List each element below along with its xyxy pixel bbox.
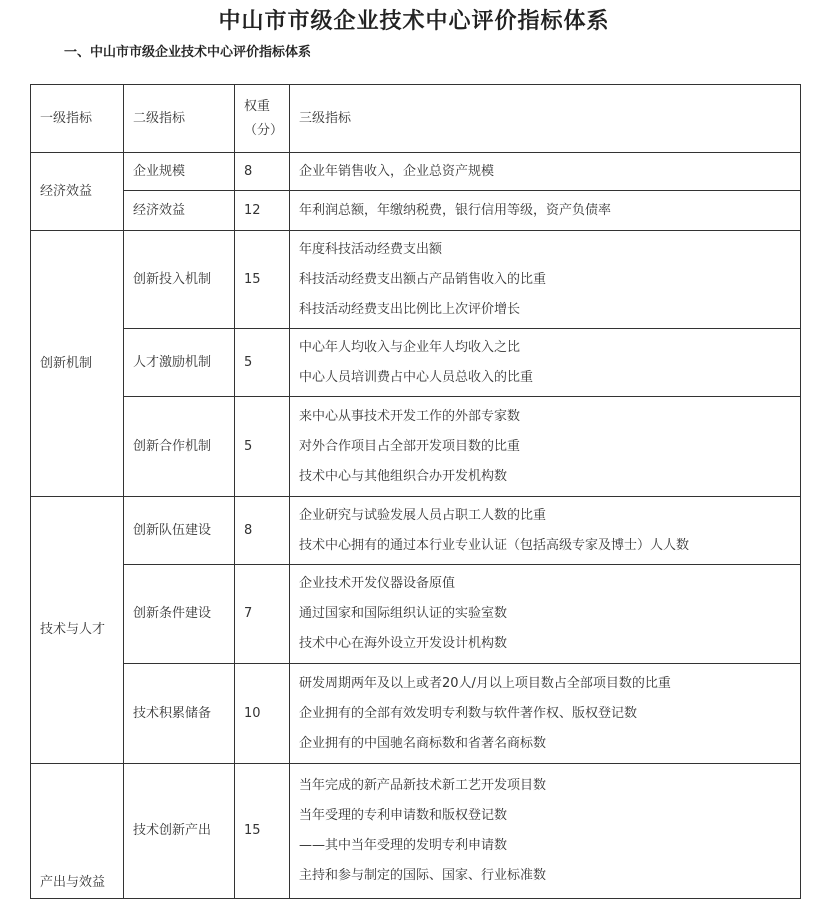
table-row [31,664,801,764]
table-row [31,764,801,899]
weight-cell: 5 [235,397,290,497]
level3-cell [290,231,801,329]
level3-item: 中心人员培训费占中心人员总收入的比重 [299,369,534,385]
level3-cell [290,397,801,497]
table-row [31,565,801,664]
level3-item: ——其中当年受理的发明专利申请数 [299,838,508,853]
level3-item: 对外合作项目占全部开发项目数的比重 [299,438,521,454]
level3-item: 企业研究与试验发展人员占职工人数的比重 [299,507,547,523]
weight-cell: 15 [235,764,290,899]
level1-label: 产出与效益 [40,875,106,890]
level1-cell: 技术与人才 [31,497,124,764]
level3-cell [290,664,801,764]
section-heading: 一、中山市市级企业技术中心评价指标体系 [64,45,312,60]
level3-cell [290,497,801,565]
level2-cell: 企业规模 [124,153,235,191]
header-weight-line2: （分） [244,122,284,138]
table-row [31,397,801,497]
table-row [31,497,801,565]
level3-item: 年利润总额，年缴纳税费，银行信用等级，资产负债率 [299,202,612,218]
level3-item: 年度科技活动经费支出额 [299,241,443,257]
level1-cell [31,764,124,899]
evaluation-index-table [30,84,801,899]
level3-item: 科技活动经费支出额占产品销售收入的比重 [299,271,547,287]
table-row [31,191,801,231]
level1-cell: 创新机制 [31,231,124,497]
level2-cell: 创新条件建设 [124,565,235,664]
table-row [31,153,801,191]
level2-cell: 技术创新产出 [124,764,235,899]
level3-item: 企业年销售收入，企业总资产规模 [299,163,495,179]
document-title: 中山市市级企业技术中心评价指标体系 [218,9,610,34]
level3-item: 来中心从事技术开发工作的外部专家数 [299,408,521,424]
level3-item: 中心年人均收入与企业年人均收入之比 [299,339,521,355]
level3-item: 科技活动经费支出比例比上次评价增长 [299,301,521,317]
level3-item: 当年完成的新产品新技术新工艺开发项目数 [299,778,547,793]
level3-item: 研发周期两年及以上或者20人/月以上项目数占全部项目数的比重 [299,675,671,691]
header-level3: 三级指标 [290,85,801,153]
level3-cell [290,565,801,664]
level3-cell [290,329,801,397]
level2-cell: 技术积累储备 [124,664,235,764]
level2-cell: 人才激励机制 [124,329,235,397]
level3-item: 企业拥有的中国驰名商标数和省著名商标数 [299,735,547,751]
header-weight-line1: 权重 [244,98,271,114]
level3-item: 企业技术开发仪器设备原值 [299,576,456,591]
table-header-row [31,85,801,153]
header-level1: 一级指标 [31,85,124,153]
level3-cell [290,153,801,191]
weight-cell: 5 [235,329,290,397]
level3-cell [290,764,801,899]
level3-item: 当年受理的专利申请数和版权登记数 [299,808,508,823]
weight-cell: 12 [235,191,290,231]
level2-cell: 创新队伍建设 [124,497,235,565]
level3-item: 通过国家和国际组织认证的实验室数 [299,606,508,621]
header-level2: 二级指标 [124,85,235,153]
weight-cell: 8 [235,153,290,191]
weight-cell: 8 [235,497,290,565]
level3-item: 技术中心在海外设立开发设计机构数 [299,636,508,651]
level2-cell: 创新投入机制 [124,231,235,329]
weight-cell: 10 [235,664,290,764]
level3-item: 技术中心拥有的通过本行业专业认证（包括高级专家及博士）人人数 [299,537,690,553]
table-row [31,231,801,329]
level2-cell: 创新合作机制 [124,397,235,497]
level3-item: 技术中心与其他组织合办开发机构数 [299,468,508,484]
weight-cell: 7 [235,565,290,664]
header-weight [235,85,290,153]
table-row [31,329,801,397]
level3-cell [290,191,801,231]
level2-cell: 经济效益 [124,191,235,231]
level3-item: 企业拥有的全部有效发明专利数与软件著作权、版权登记数 [299,705,638,721]
weight-cell: 15 [235,231,290,329]
level1-cell: 经济效益 [31,153,124,231]
level3-item: 主持和参与制定的国际、国家、行业标准数 [299,868,547,883]
